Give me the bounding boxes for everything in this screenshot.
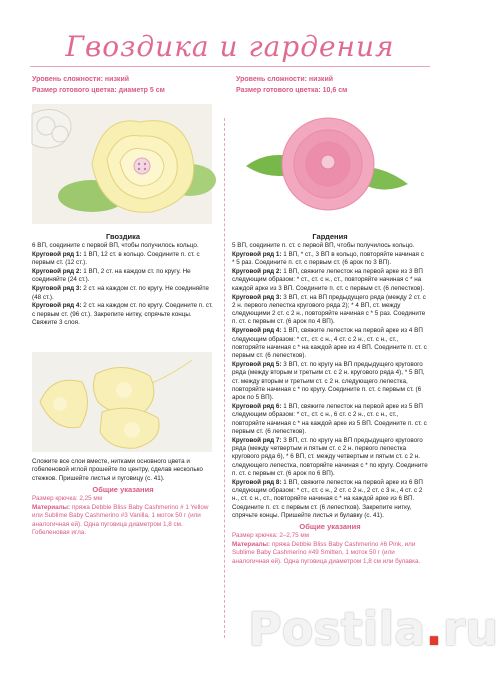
carnation-row-4: Круговой ряд 4: 2 ст. на каждом ст. по кругу. Соедините п. ст. с первым ст. (96 ст.). Закрепите нитку, спрячьте концы. Свяжите 3 слоя. bbox=[32, 302, 213, 326]
carnation-hook: Размер крючка: 2,25 мм bbox=[32, 495, 103, 503]
carnation-intro: 6 ВП, соедините с первой ВП, чтобы получилось кольцо. bbox=[32, 242, 199, 250]
carnation-general-heading: Общие указания bbox=[92, 484, 154, 494]
gardenia-row-8: Круговой ряд 8: 1 ВП, свяжите лепесток на первой арке из 6 ВП следующим образом: * ст., ст. с н., 2 ст. с 2 н., 2 ст. с 3 н., 4 ст. с 2 н., ст. с н., ст., повторяйте начиная с * на каждой арке из 6 ВП. Соедините п. ст. с первым ст. (6 лепестков). Закрепите нитку, спрячьте концы. Пришейте листья и булавку (с. 41). bbox=[232, 478, 423, 519]
gardenia-heading: Гардения bbox=[312, 232, 348, 241]
gardenia-row-1: Круговой ряд 1: 1 ВП, * ст., 3 ВП в кольцо, повторяйте начиная с * 5 раз. Соедините п. ст. с первым ст. (6 арок по 3 ВП). bbox=[232, 251, 424, 267]
left-header bbox=[32, 74, 165, 96]
carnation-row-2: Круговой ряд 2: 1 ВП, 2 ст. на каждом ст. по кругу. Не соединяйте (24 ст.). bbox=[32, 268, 191, 284]
gardenia-row-3: Круговой ряд 3: 3 ВП, ст. на ВП предыдущего ряда (между 2 ст. с 2 н. первого лепестка кругового ряда 2); * 4 ВП, ст. между следующими 2 ст. с 2 н., повторяйте начиная с * 5 раз. Соедините п. ст. с первым ст. (6 арок по 4 ВП). bbox=[232, 293, 426, 326]
carnation-photo bbox=[32, 104, 212, 224]
carnation-assembly-block bbox=[32, 458, 214, 538]
gardenia-general-heading: Общие указания bbox=[299, 522, 361, 532]
title-divider bbox=[30, 66, 430, 67]
right-header bbox=[236, 74, 347, 96]
left-size: Размер готового цветка: диаметр 5 см bbox=[32, 87, 165, 94]
carnation-materials: Материалы: пряжа Debbie Bliss Baby Cashmerino # 1 Yellow или Sublime Baby Cashmerino #3 Vanilla, 1 моток 50 г (или аналогичная ей). Одна пуговица диаметром 1,8 см. Гобеленовая игла. bbox=[32, 503, 209, 536]
carnation-assembly: Сложите все слои вместе, нитками основного цвета и гобеленовой иглой прошейте по центру, сделав несколько стежков. Пришейте листья и пуговицу (с. 41). bbox=[32, 458, 203, 482]
gardenia-instructions bbox=[232, 233, 428, 567]
right-size: Размер готового цветка: 10,6 см bbox=[236, 87, 348, 94]
gardenia-photo bbox=[236, 104, 416, 224]
page-title: Гвоздика и гардения bbox=[65, 30, 395, 63]
carnation-heading: Гвоздика bbox=[105, 232, 141, 241]
column-divider bbox=[224, 118, 225, 638]
carnation-layers-photo bbox=[32, 352, 212, 452]
gardenia-image bbox=[236, 104, 416, 224]
carnation-layers-image bbox=[32, 352, 212, 452]
carnation-image bbox=[32, 104, 212, 224]
right-level: Уровень сложности: низкий bbox=[236, 76, 334, 83]
gardenia-row-2: Круговой ряд 2: 1 ВП, свяжите лепесток на первой арке из 3 ВП следующим образом: * ст., ст. с н., ст., повторяйте начиная с * на каждой арке из 3 ВП. Соедините п. ст. с первым ст. (6 лепестков). bbox=[232, 268, 425, 292]
carnation-row-1: Круговой ряд 1: 1 ВП, 12 ст. в кольцо. Соедините п. ст. с первым ст. (12 ст.). bbox=[32, 251, 200, 267]
gardenia-row-7: Круговой ряд 7: 3 ВП, ст. по кругу на ВП предыдущего кругового ряда (между четвертым и пятым ст. с 2 н. первого лепестка кругового ряда 6), * 6 ВП, ст. между четвертым и пятым ст. с 2 н. следующего лепестка, повторяйте начиная с * по кругу. Соедините п. ст. с первым ст. (6 арок по 6 ВП). bbox=[232, 436, 428, 477]
carnation-row-3: Круговой ряд 3: 2 ст. на каждом ст. по кругу. Не соединяйте (48 ст.). bbox=[32, 285, 209, 301]
gardenia-intro: 5 ВП, соедините п. ст. с первой ВП, чтобы получилось кольцо. bbox=[232, 242, 415, 250]
gardenia-row-4: Круговой ряд 4: 1 ВП, свяжите лепесток на первой арке из 4 ВП следующим образом: * ст., ст. с н., 4 ст. с 2 н., ст. с н., ст., повторяйте начиная с * на каждой арке из 4 ВП. Соедините п. ст. с первым ст. (6 лепестков). bbox=[232, 327, 427, 360]
gardenia-hook: Размер крючка: 2–2,75 мм bbox=[232, 532, 310, 540]
carnation-instructions bbox=[32, 233, 214, 328]
gardenia-row-6: Круговой ряд 6: 1 ВП, свяжите лепесток на первой арке из 5 ВП следующим образом: * ст., ст. с н., 6 ст. с 2 н., ст. с н., ст., повторяйте начиная с * на каждой арке из 5 ВП. Соедините п. ст. с первым ст. (6 лепестков). bbox=[232, 402, 427, 435]
gardenia-materials: Материалы: пряжа Debbie Bliss Baby Cashmerino #6 Pink, или Sublime Baby Cashmerino #49 Smitten, 1 моток 50 г (или аналогичная ей). Одна пуговица диаметром 1,8 см или булавка. bbox=[232, 541, 421, 565]
watermark-logo: Postila.ru bbox=[248, 602, 498, 656]
gardenia-row-5: Круговой ряд 5: 3 ВП, ст. по кругу на ВП предыдущего кругового ряда (между вторым и третьим ст. с 2 н. кругового ряда 4), * 5 ВП, ст. между вторым и третьим ст. с 2 н. следующего лепестка, повторяйте начиная с * по кругу. Соедините п. ст. с первым ст. (6 арок по 5 ВП). bbox=[232, 360, 425, 402]
left-level: Уровень сложности: низкий bbox=[32, 76, 130, 83]
